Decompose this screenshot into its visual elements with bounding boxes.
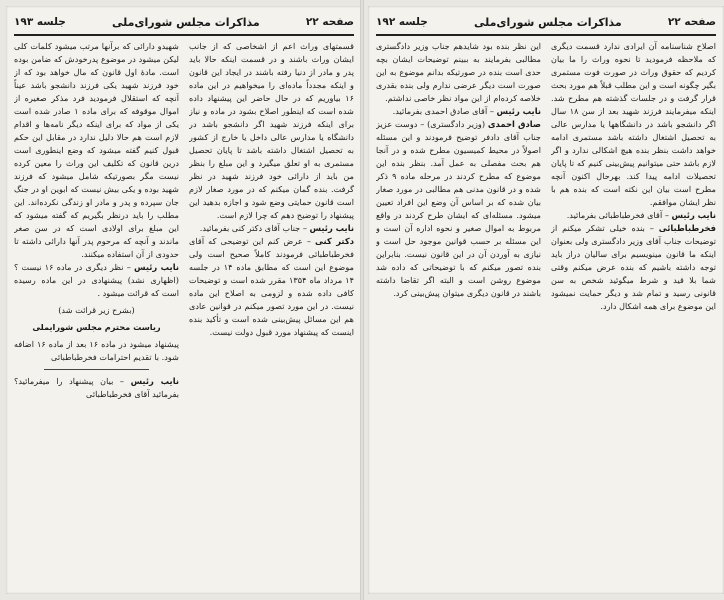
text-column — [376, 40, 541, 588]
speech-text: – جناب آقای دکتر کنی بفرمائید. — [199, 223, 307, 233]
right-page — [368, 6, 724, 594]
section-heading: ریاست محترم مجلس شورایملی — [32, 322, 161, 332]
divider — [44, 369, 149, 370]
text-column — [14, 40, 179, 588]
speaker-name: نایب رئیس — [309, 223, 354, 233]
speech-paragraph — [551, 222, 716, 313]
speech-paragraph — [14, 375, 179, 401]
body-text: قسمتهای وراث اعم از اشخاصی که از جانب ایشان وراث باشند و در قسمت اینکه حالا باید پدر و مادر از دنیا رفته باشند در ایجاد این قانون و اینکه مجدداً ماده‌ای را میخواهیم در این ماده ۱۶ بیاوریم که در حال حاضر این پیشنهاد داده شده است که اینطور اصلاح بشود در ماده و نیاز برای اینکه فرزند شهید اگر دانشجو باشد در دانشگاه یا مدارس عالی داخل یا خارج از کشور به تحصیل اشتغال داشته باشد تا پایان تحصیل مستمری به او تعلق میگیرد و این مبلغ را بنظر من باید از دارائی خود فرزند شهید در نظر گرفت. بنده گمان میکنم که در مورد صغار لازم است قانون حمایتی وضع شود و اجازه بدهید این پیشنهاد را توضیح دهم که چرا لازم است. — [189, 41, 354, 220]
speech-text: – بنده خیلی تشکر میکنم از توضیحات جناب آقای وزیر دادگستری ولی بعنوان اینکه ما قانون مینویسیم برای سالیان دراز باید توجه داشته باشیم که بنده عرض میکنم وقتی شما بلا قید و شرط میگوئید شخص به سن قانونی رسید و تمام شد و دیگر حمایت نمیشود این موضوع برای همه اشکال دارد. — [551, 223, 716, 311]
speech-text: – آقای صادق احمدی بفرمائید. — [392, 106, 494, 116]
speech-text: – نظر دیگری در ماده ۱۶ نیست ؟ (اظهاری نشد) پیشنهادی در این ماده رسیده است که قرائت میشود . — [14, 262, 179, 298]
page-number: صفحه ۲۲ — [667, 16, 716, 28]
left-page-columns — [14, 40, 354, 588]
speech-text: – آقای فخرطباطبائی بفرمائید. — [566, 210, 669, 220]
book-gutter — [360, 0, 364, 600]
speech-paragraph — [551, 209, 716, 222]
speaker-name: صادق احمدی — [487, 119, 541, 129]
text-column — [189, 40, 354, 588]
speaker-name: نایب رئیس — [133, 262, 179, 272]
body-text: اصلاح شناسنامه آن ایرادی ندارد قسمت دیگری که ملاحظه فرمودید تا نحوه وراث را ما بیان کردیم که حقوق وراث در صورت فوت مستمری بگیر چگونه است و این مطلب قبلاً هم مورد بحث قرار گرفت و در جلسات گذشته هم مطرح شد. اینکه میفرمایند فرزند شهید بعد از سن ۱۸ سال اگر دانشجو باشد در دانشگاهها یا مدارس عالی به تحصیل اشتغال داشته باشد مستمری ادامه خواهد داشت بنظر بنده هیچ اشکالی ندارد و اگر لازم باشد حتی میتوانیم پیش‌بینی کنیم که تا پایان تحصیلات ادامه پیدا کند. بهرحال اکنون آنچه مطرح است بیان این نکته است که بنده هم با نظر ایشان موافقم. — [551, 41, 716, 207]
session-number: جلسه ۱۹۳ — [14, 16, 66, 28]
speech-paragraph — [376, 105, 541, 118]
speaker-name: فخرطباطبائی — [658, 223, 716, 233]
speaker-name: نایب رئیس — [496, 106, 541, 116]
speech-text: (وزیر دادگستری) – دوست عزیز جناب آقای دادفر توضیح فرمودند و این مسئله اصولاً در محیط کمیسیون مطرح شده و در آنجا هم بحث مفصلی به عمل آمد. بنظر بنده این موضوع که مطرح کردند در مرحله ماده ۹ ذکر شده و در قانون مدنی هم مطالبی در مورد صغار بیان شده که بر اساس آن وضع این افراد تعیین میشود. مسئله‌ای که ایشان طرح کردند در واقع مربوط به اموال صغیر و نحوه اداره آن است و این مسئله بر حسب قوانین موجود حل است و نیازی به آوردن آن در این قانون نیست. بنابراین بنده تصور میکنم که با توضیحاتی که داده شد موضوع روشن است و البته اگر تقاضا داشته باشند در قانون دیگری میتوان پیش‌بینی کرد. — [376, 119, 541, 298]
speech-text: – بیان پیشنهاد را میفرمائید؟ بفرمائید آقای فخرطباطبائی — [14, 376, 179, 399]
speech-paragraph — [189, 222, 354, 235]
center-note: (بشرح زیر قرائت شد) — [58, 305, 135, 315]
body-text: این نظر بنده بود شایدهم جناب وزیر دادگستری مطالبی بفرمایند به ببینم توضیحات ایشان بچه حدی است بنده در صورتیکه بدانم موضوع به این صورت است دیگر عرضی ندارم ولی بنده بقدری خلاصه کرده‌ام از این مواد نظر خاصی نداشتم. — [376, 41, 541, 103]
speech-paragraph — [189, 235, 354, 339]
page-title: مذاکرات مجلس شورای‌ملی — [111, 15, 260, 29]
speaker-name: دکتر کنی — [315, 236, 354, 246]
page-number: صفحه ۲۲ — [305, 16, 354, 28]
speech-paragraph — [14, 261, 179, 300]
session-number: جلسه ۱۹۲ — [376, 16, 428, 28]
left-page — [6, 6, 362, 594]
body-text: شهیدو دارائی که برآنها مرتب ‌میشود کلمات کلی لیکن میشود در موضوع پدرخودش که ضامن بوده است. مادهٔ اول قانون که مال خواهد بود که از خود فرزند شهید یکی فرزند دانشجو باشد عیناً آنچه که استقلال فرمودید فرد مذکر صغیره از اموال موقوفه که برای ماده ۱ صادر شده است یکی از مواد که برای اینکه دیگر نامه‌ها و اقدام لازم است هم حالا دلیل ندارد در مقابل این حکم قبول کنیم گفته میشود که وضع اینطوری است درین قانون که تکلیف این وراث را معین کرده نیست مگر بصورتیکه شامل میشود که فرزند شهید بوده و یکی بیش نیست که ابوین او در جنگ جان سپرده و پدر و مادر او زندگی نکرده‌اند. این مطلب را باید درنظر بگیریم که گفته میشود که این مبلغ برای اولادی است که در سن صغر ماندند و آنچه که مرحوم پدر آنها دارائی داشته تا حدودی از آن استفاده میکنند. — [14, 41, 179, 259]
right-page-columns — [376, 40, 716, 588]
proposal-text: پیشنهاد میشود در ماده ۱۶ بعد از ماده ۱۶ اضافه شود. با تقدیم احترامات فخرطباطبائی — [14, 339, 179, 362]
speaker-name: نایب رئیس — [130, 376, 179, 386]
speaker-name: نایب رئیس — [671, 210, 716, 220]
right-page-header — [376, 12, 716, 36]
speech-paragraph — [376, 118, 541, 300]
left-page-header — [14, 12, 354, 36]
text-column — [551, 40, 716, 588]
page-title: مذاکرات مجلس شورای‌ملی — [473, 15, 622, 29]
speech-text: – عرض کنم این توضیحی که آقای فخرطباطبائی فرمودند کاملاً صحیح است ولی موضوع این است که مطابق ماده ۱۴ در جلسه ۱۴ مرداد ماه ۱۳۵۴ مقرر شده است و توضیحات کافی داده شده و لزومی به اصلاح این ماده نیست. در این مورد تصور میکنم در قوانین عادی هم این مسائل پیش‌بینی شده است و تأکید بنده اینست که پیشنهاد مورد قبول دولت نیست. — [189, 236, 354, 337]
